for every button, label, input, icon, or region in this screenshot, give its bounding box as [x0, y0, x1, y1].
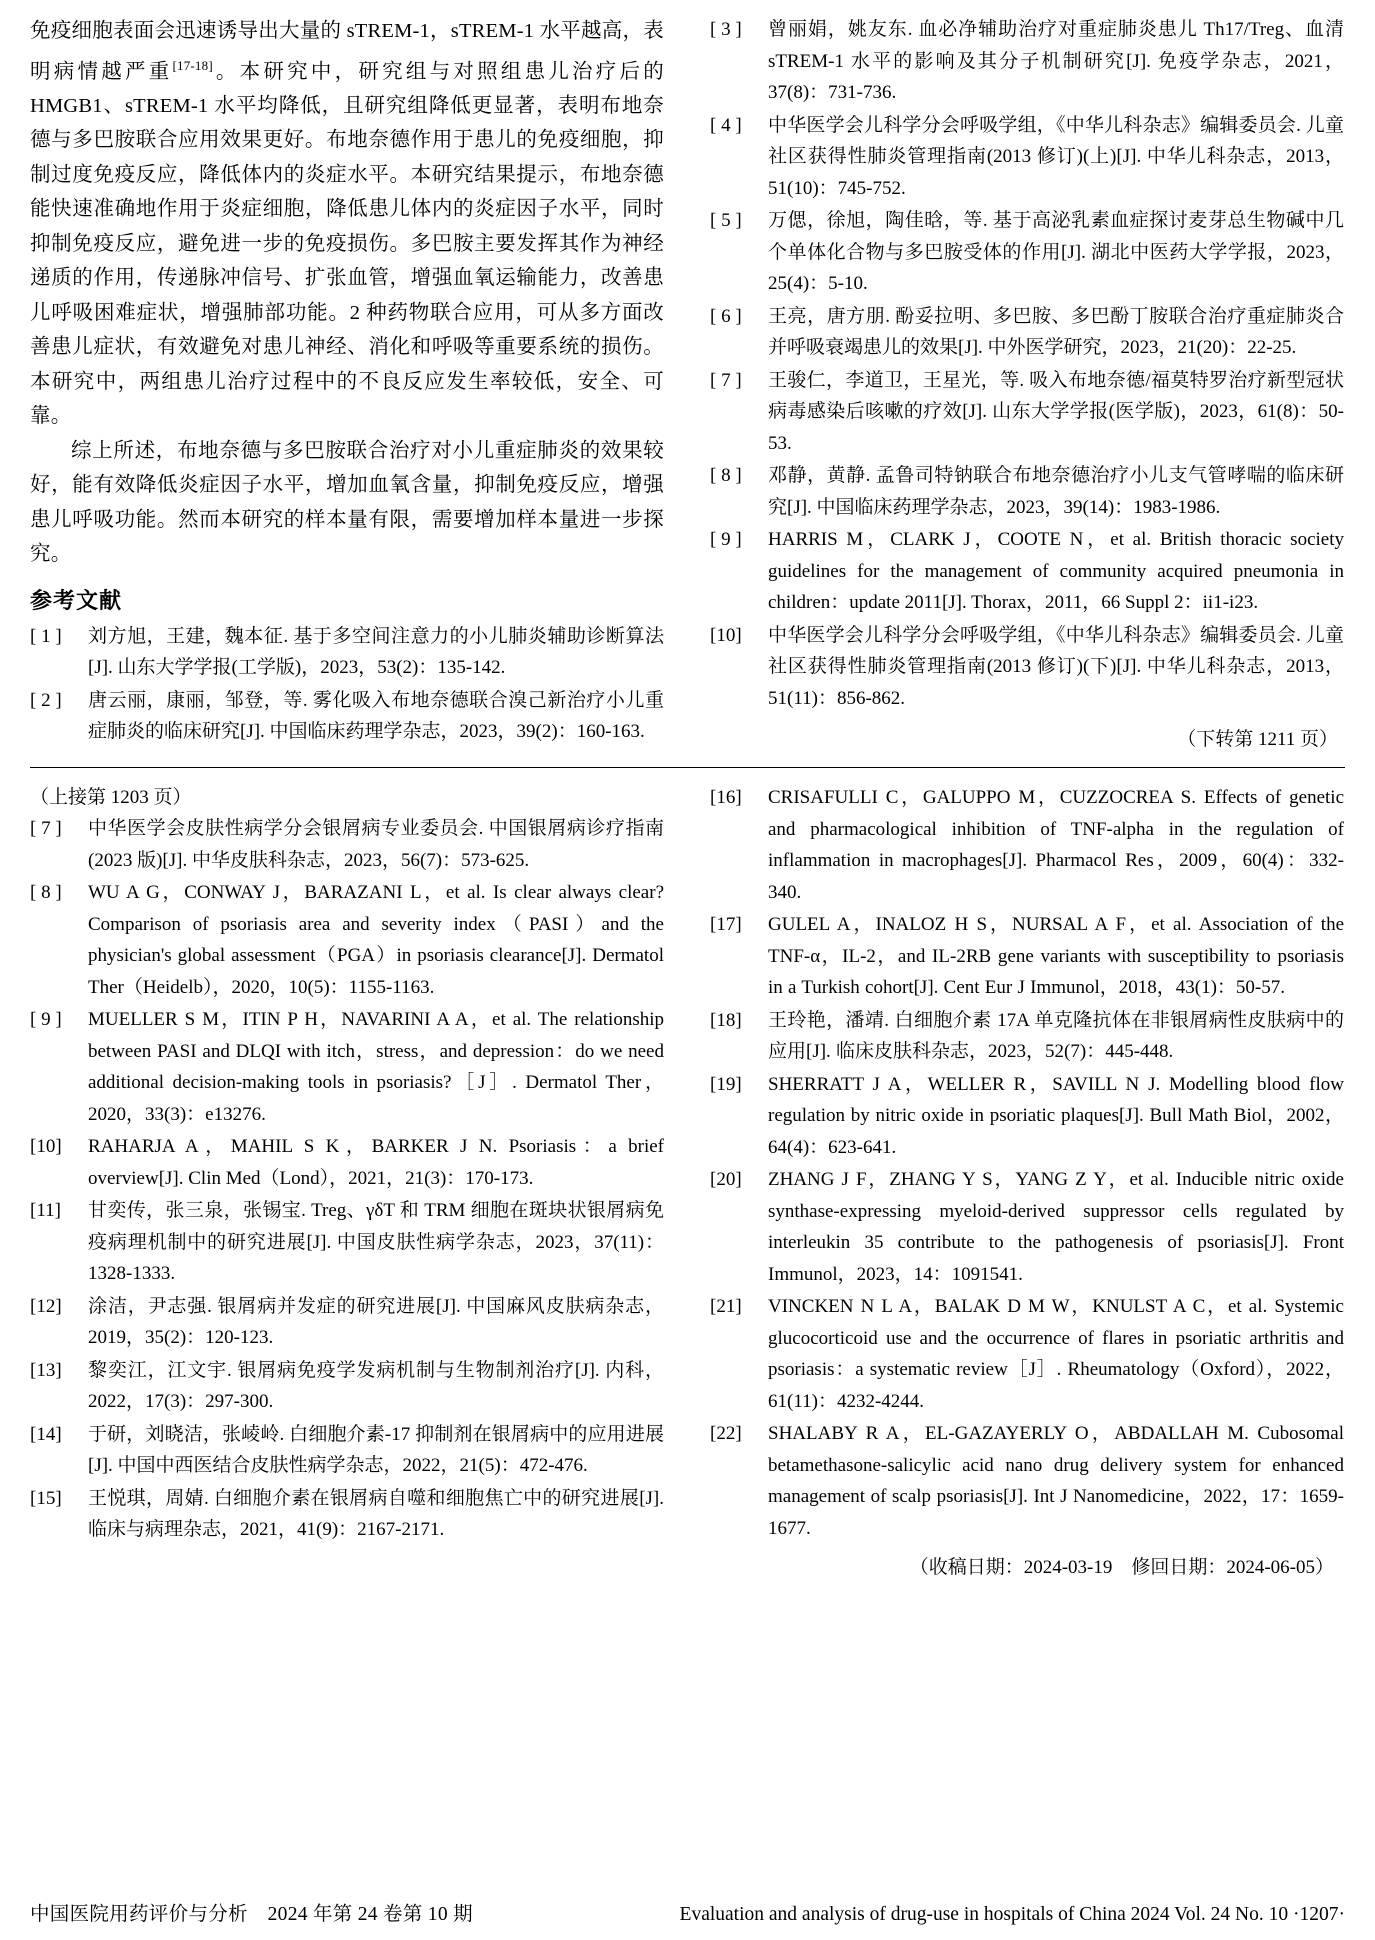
reference-list-right-2: [710, 782, 1344, 1544]
reference-text: 于研，刘晓洁，张崚岭. 白细胞介素-17 抑制剂在银屑病中的应用进展[J]. 中国中西医结合皮肤性病学杂志，2022，21(5)：472-476.: [88, 1423, 664, 1476]
reference-text: WU A G，CONWAY J，BARAZANI L，et al. Is clear always clear? Comparison of psoriasis area and severity index（PASI）and the physician's global assessment（PGA）in psoriasis clearance[J]. Dermatol Ther（Heidelb），2020，10(5)：1155-1163.: [88, 882, 664, 998]
reference-item: [710, 14, 1344, 109]
reference-number: [ 7 ]: [30, 818, 62, 839]
reference-text: 曾丽娟，姚友东. 血必净辅助治疗对重症肺炎患儿 Th17/Treg、血清 sTREM-1 水平的影响及其分子机制研究[J]. 免疫学杂志，2021，37(8)：731-736.: [768, 19, 1344, 103]
reference-text: 唐云丽，康丽，邹登，等. 雾化吸入布地奈德联合溴己新治疗小儿重症肺炎的临床研究[J]. 中国临床药理学杂志，2023，39(2)：160-163.: [88, 689, 664, 743]
reference-item: [710, 365, 1344, 460]
reference-item: [710, 620, 1344, 715]
reference-item: [710, 1291, 1344, 1417]
reference-number: [ 8 ]: [30, 882, 62, 903]
reference-text: 中华医学会儿科学分会呼吸学组，《中华儿科杂志》编辑委员会. 儿童社区获得性肺炎管理指南(2013 修订)(上)[J]. 中华儿科杂志，2013，51(10)：745-752.: [768, 114, 1344, 199]
reference-text: ZHANG J F，ZHANG Y S，YANG Z Y，et al. Inducible nitric oxide synthase-expressing myeloid-derived suppressor cells regulated by interleukin 35 contribute to the pathogenesis of psoriasis[J]. Front Immunol，2023，14：1091541.: [768, 1169, 1344, 1285]
reference-item: [710, 1005, 1344, 1068]
reference-number: [10]: [30, 1136, 62, 1157]
reference-text: SHALABY R A，EL-GAZAYERLY O，ABDALLAH M. Cubosomal betamethasone-salicylic acid nano drug delivery system for enhanced management of scalp psoriasis[J]. Int J Nanomedicine，2022，17：1659-1677.: [768, 1423, 1344, 1539]
reference-number: [ 4 ]: [710, 114, 742, 136]
reference-text: HARRIS M，CLARK J，COOTE N，et al. British thoracic society guidelines for the management of community acquired pneumonia in children：update 2011[J]. Thorax，2011，66 Suppl 2：ii1-i23.: [768, 529, 1344, 613]
reference-number: [ 3 ]: [710, 19, 742, 40]
reference-item: [30, 1355, 664, 1418]
reference-item: [30, 1291, 664, 1354]
reference-text: 王亮，唐方朋. 酚妥拉明、多巴胺、多巴酚丁胺联合治疗重症肺炎合并呼吸衰竭患儿的效果[J]. 中外医学研究，2023，21(20)：22-25.: [768, 305, 1344, 358]
paragraph-discussion: [30, 14, 664, 434]
reference-number: [ 8 ]: [710, 465, 742, 486]
reference-number: [22]: [710, 1423, 742, 1444]
reference-text: 涂洁，尹志强. 银屑病并发症的研究进展[J]. 中国麻风皮肤病杂志，2019，35(2)：120-123.: [88, 1295, 664, 1348]
reference-list-right: [710, 14, 1344, 714]
reference-text: 中华医学会皮肤性病学分会银屑病专业委员会. 中国银屑病诊疗指南(2023 版)[J]. 中华皮肤科杂志，2023，56(7)：573-625.: [88, 818, 664, 871]
reference-item: [710, 1069, 1344, 1164]
reference-item: [710, 524, 1344, 619]
reference-number: [ 7 ]: [710, 369, 742, 391]
citation-marker: [17-18]: [172, 57, 213, 73]
reference-item: [710, 460, 1344, 523]
reference-number: [ 9 ]: [30, 1009, 62, 1030]
reference-number: [ 9 ]: [710, 529, 742, 550]
column-left: [30, 14, 664, 749]
reference-item: [710, 301, 1344, 364]
reference-text: SHERRATT J A，WELLER R，SAVILL N J. Modelling blood flow regulation by nitric oxide in psoriatic plaques[J]. Bull Math Biol，2002，64(4)：623-641.: [768, 1073, 1344, 1158]
reference-number: [ 1 ]: [30, 625, 62, 647]
reference-item: [30, 813, 664, 876]
references-heading: 参考文献: [30, 587, 123, 613]
reference-number: [14]: [30, 1423, 62, 1445]
reference-text: MUELLER S M，ITIN P H，NAVARINI A A，et al. The relationship between PASI and DLQI with itch，stress，and depression：do we need additional decision-making tools in psoriasis?［J］. Dermatol Ther，2020，33(3)：e13276.: [88, 1009, 664, 1125]
reference-number: [20]: [710, 1169, 742, 1190]
column-right: [710, 14, 1344, 751]
reference-text: 黎奕江，江文宇. 银屑病免疫学发病机制与生物制剂治疗[J]. 内科，2022，17(3)：297-300.: [88, 1359, 664, 1412]
reference-text: CRISAFULLI C，GALUPPO M，CUZZOCREA S. Effects of genetic and pharmacological inhibition of TNF-alpha in the regulation of inflammation in macrophages[J]. Pharmacol Res，2009，60(4)：332-340.: [768, 787, 1344, 903]
reference-number: [21]: [710, 1296, 742, 1317]
reference-number: [ 6 ]: [710, 305, 742, 327]
article-divider: [30, 767, 1345, 768]
reference-item: [30, 621, 664, 684]
received-revised-date: （收稿日期：2024-03-19 修回日期：2024-06-05）: [909, 1557, 1334, 1578]
reference-list-left-2: [30, 813, 664, 1546]
reference-number: [11]: [30, 1200, 61, 1221]
reference-number: [18]: [710, 1009, 742, 1031]
reference-text: VINCKEN N L A，BALAK D M W，KNULST A C，et al. Systemic glucocorticoid use and the occurrence of flares in psoriatic arthritis and psoriasis：a systematic review［J］. Rheumatology（Oxford），2022，61(11)：4232-4244.: [768, 1296, 1344, 1412]
reference-item: [30, 1483, 664, 1546]
reference-item: [710, 909, 1344, 1004]
footer-journal-cn: 中国医院用药评价与分析 2024 年第 24 卷第 10 期: [30, 1904, 473, 1925]
reference-number: [12]: [30, 1295, 62, 1317]
reference-text: GULEL A，INALOZ H S，NURSAL A F，et al. Association of the TNF-α，IL-2，and IL-2RB gene variants with susceptibility to psoriasis in a Turkish cohort[J]. Cent Eur J Immunol，2018，43(1)：50-57.: [768, 914, 1344, 998]
reference-item: [30, 1195, 664, 1290]
paragraph-text-part2: 。本研究中，研究组与对照组患儿治疗后的 HMGB1、sTREM-1 水平均降低，且研究组降低更显著，表明布地奈德与多巴胺联合应用效果更好。布地奈德作用于患儿的免疫细胞，抑制过度免疫反应，降低体内的炎症水平。本研究结果提示，布地奈德能快速准确地作用于炎症细胞，降低患儿体内的炎症因子水平，同时抑制免疫反应，避免进一步的免疫损伤。多巴胺主要发挥其作为神经递质的作用，传递脉冲信号、扩张血管，增强血氧运输能力，改善患儿呼吸困难症状，增强肺部功能。2 种药物联合应用，可从多方面改善患儿症状，有效避免对患儿神经、消化和呼吸等重要系统的损伤。本研究中，两组患儿治疗过程中的不良反应发生率较低，安全、可靠。: [30, 60, 664, 428]
column-left-2: [30, 782, 664, 1547]
continued-on-note: （下转第 1211 页）: [1177, 729, 1338, 750]
reference-number: [15]: [30, 1487, 62, 1509]
reference-item: [30, 1131, 664, 1194]
reference-number: [ 5 ]: [710, 210, 742, 231]
paragraph-conclusion: 综上所述，布地奈德与多巴胺联合治疗对小儿重症肺炎的效果较好，能有效降低炎症因子水平，增加血氧含量，抑制免疫反应，增强患儿呼吸功能。然而本研究的样本量有限，需要增加样本量进一步探究。: [30, 439, 664, 566]
reference-item: [30, 877, 664, 1003]
reference-item: [30, 685, 664, 748]
continued-from-note: （上接第 1203 页）: [30, 787, 192, 808]
reference-list-left: [30, 621, 664, 748]
column-right-2: [710, 782, 1344, 1579]
reference-item: [710, 782, 1344, 908]
page-footer: [30, 1898, 1345, 1926]
article-bottom: [30, 782, 1345, 1579]
reference-text: 邓静，黄静. 孟鲁司特钠联合布地奈德治疗小儿支气管哮喘的临床研究[J]. 中国临床药理学杂志，2023，39(14)：1983-1986.: [768, 465, 1344, 518]
reference-number: [13]: [30, 1359, 62, 1381]
reference-item: [710, 1418, 1344, 1544]
article-top: [30, 14, 1345, 751]
reference-text: 中华医学会儿科学分会呼吸学组，《中华儿科杂志》编辑委员会. 儿童社区获得性肺炎管理指南(2013 修订)(下)[J]. 中华儿科杂志，2013，51(11)：856-862.: [768, 624, 1344, 709]
reference-text: 王骏仁，李道卫，王星光，等. 吸入布地奈德/福莫特罗治疗新型冠状病毒感染后咳嗽的疗效[J]. 山东大学学报(医学版)，2023，61(8)：50-53.: [768, 369, 1344, 454]
footer-journal-en: Evaluation and analysis of drug-use in hospitals of China 2024 Vol. 24 No. 10 ·1207·: [679, 1904, 1345, 1925]
reference-item: [30, 1419, 664, 1482]
reference-text: 刘方旭，王建，魏本征. 基于多空间注意力的小儿肺炎辅助诊断算法[J]. 山东大学学报(工学版)，2023，53(2)：135-142.: [88, 625, 664, 679]
reference-number: [10]: [710, 624, 742, 646]
reference-item: [30, 1004, 664, 1130]
reference-text: 王悦琪，周婧. 白细胞介素在银屑病自噬和细胞焦亡中的研究进展[J]. 临床与病理杂志，2021，41(9)：2167-2171.: [88, 1487, 664, 1540]
reference-number: [16]: [710, 787, 742, 808]
reference-item: [710, 205, 1344, 300]
paragraph-text-part1: 免疫细胞表面会迅速诱导出大量的 sTREM-1，sTREM-1 水平越高，表明病情越严重: [30, 20, 664, 83]
reference-text: 甘奕传，张三泉，张锡宝. Treg、γδT 和 TRM 细胞在斑块状银屑病免疫病理机制中的研究进展[J]. 中国皮肤性病学杂志，2023，37(11)：1328-1333.: [88, 1200, 664, 1284]
reference-number: [19]: [710, 1073, 742, 1095]
reference-number: [ 2 ]: [30, 689, 62, 711]
reference-text: 王玲艳，潘靖. 白细胞介素 17A 单克隆抗体在非银屑病性皮肤病中的应用[J]. 临床皮肤科杂志，2023，52(7)：445-448.: [768, 1009, 1344, 1062]
reference-item: [710, 110, 1344, 205]
reference-item: [710, 1164, 1344, 1290]
reference-text: 万偲，徐旭，陶佳晗，等. 基于高泌乳素血症探讨麦芽总生物碱中几个单体化合物与多巴胺受体的作用[J]. 湖北中医药大学学报，2023，25(4)：5-10.: [768, 210, 1344, 294]
reference-text: RAHARJA A，MAHIL S K，BARKER J N. Psoriasis：a brief overview[J]. Clin Med（Lond），2021，21(3)：170-173.: [88, 1136, 664, 1189]
reference-number: [17]: [710, 914, 742, 935]
